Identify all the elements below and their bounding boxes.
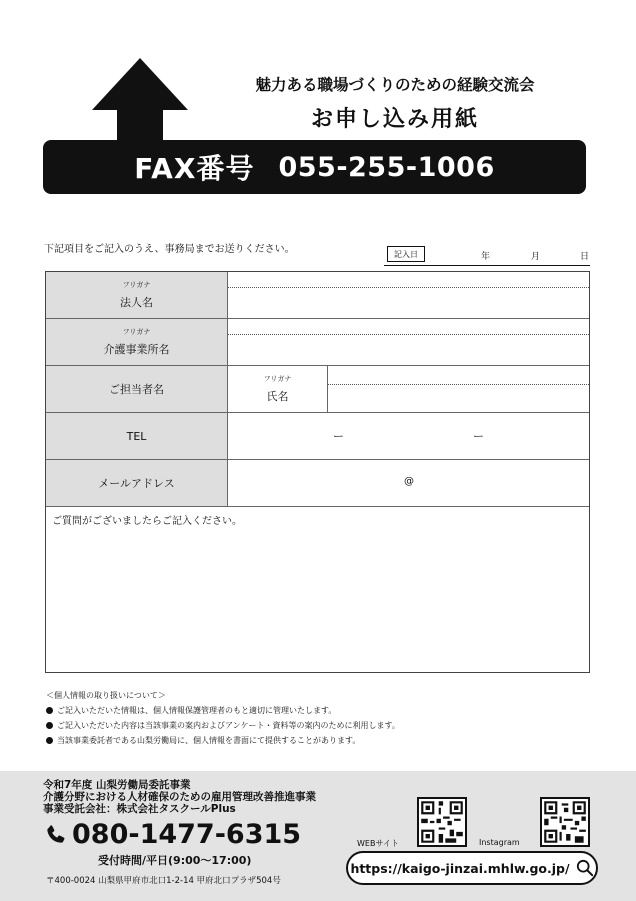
privacy-item: ご記入いただいた情報は、個人情報保護管理者のもと適切に管理いたします。 (46, 705, 336, 716)
web-label: WEBサイト (357, 839, 399, 848)
date-month: 月 (531, 252, 541, 262)
fax-label: FAX番号 (134, 152, 255, 185)
business-hours: 受付時間/平日(9:00〜17:00) (98, 854, 252, 867)
bullet-icon (46, 737, 53, 744)
org-line: 事業受託会社：株式会社タスクールPlus (43, 803, 236, 815)
privacy-item: ご記入いただいた内容は当該事業の案内およびアンケート・資料等の案内のために利用します。 (46, 720, 400, 731)
org-line: 令和7年度 山梨労働局委託事業 (43, 779, 191, 791)
form-title: お申し込み用紙 (310, 107, 479, 132)
instagram-label: Instagram (479, 838, 520, 847)
at-sign: @ (404, 476, 414, 487)
furigana-label: フリガナ (122, 281, 151, 289)
date-label: 記入日 (387, 246, 425, 262)
date-day: 日 (580, 252, 590, 262)
bullet-icon (46, 722, 53, 729)
question-label: ご質問がございましたらご記入ください。 (52, 516, 242, 527)
furigana-line (228, 287, 589, 288)
tel-label: TEL (126, 429, 147, 443)
furigana-label: フリガナ (122, 328, 151, 336)
event-title: 魅力ある職場づくりのための経験交流会 (255, 76, 535, 94)
furigana-line (228, 334, 589, 335)
row-person[interactable] (46, 366, 589, 413)
privacy-heading: ＜個人情報の取り扱いについて＞ (46, 691, 166, 700)
furigana-line (328, 384, 589, 385)
bullet-icon (46, 707, 53, 714)
phone-number: 080-1477-6315 (72, 819, 302, 850)
date-line (384, 265, 590, 266)
intro-text: 下記項目をご記入のうえ、事務局までお送りください。 (44, 244, 295, 255)
email-label: メールアドレス (98, 477, 175, 490)
website-url[interactable] (346, 851, 598, 885)
row-corp-name[interactable] (46, 272, 589, 319)
office-name-label: 介護事業所名 (103, 343, 170, 356)
instagram-qr-code[interactable] (540, 797, 590, 847)
row-email[interactable] (46, 460, 589, 507)
up-arrow-icon (92, 58, 188, 110)
row-office-name[interactable] (46, 319, 589, 366)
row-tel[interactable] (46, 413, 589, 460)
tel-dash: ー (473, 430, 484, 443)
search-icon (576, 859, 594, 877)
phone-icon (44, 823, 68, 847)
row-question[interactable] (46, 507, 589, 672)
person-name-label: 氏名 (266, 390, 289, 403)
fax-number: 055-255-1006 (278, 151, 495, 183)
web-qr-code[interactable] (417, 797, 467, 847)
corp-name-label: 法人名 (120, 296, 153, 309)
privacy-item: 当該事業委託者である山梨労働局に、個人情報を書面にて提供することがあります。 (46, 735, 360, 746)
date-year: 年 (481, 252, 491, 262)
application-form (45, 271, 590, 673)
person-label: ご担当者名 (109, 383, 164, 396)
fax-banner (43, 140, 586, 194)
url-text: https://kaigo-jinzai.mhlw.go.jp/ (350, 860, 570, 876)
address: 〒400-0024 山梨県甲府市北口1-2-14 甲府北口プラザ504号 (46, 876, 281, 886)
phone[interactable] (44, 819, 301, 850)
furigana-label: フリガナ (263, 375, 292, 383)
tel-dash: ー (333, 430, 344, 443)
org-line: 介護分野における人材確保のための雇用管理改善推進事業 (43, 791, 316, 803)
